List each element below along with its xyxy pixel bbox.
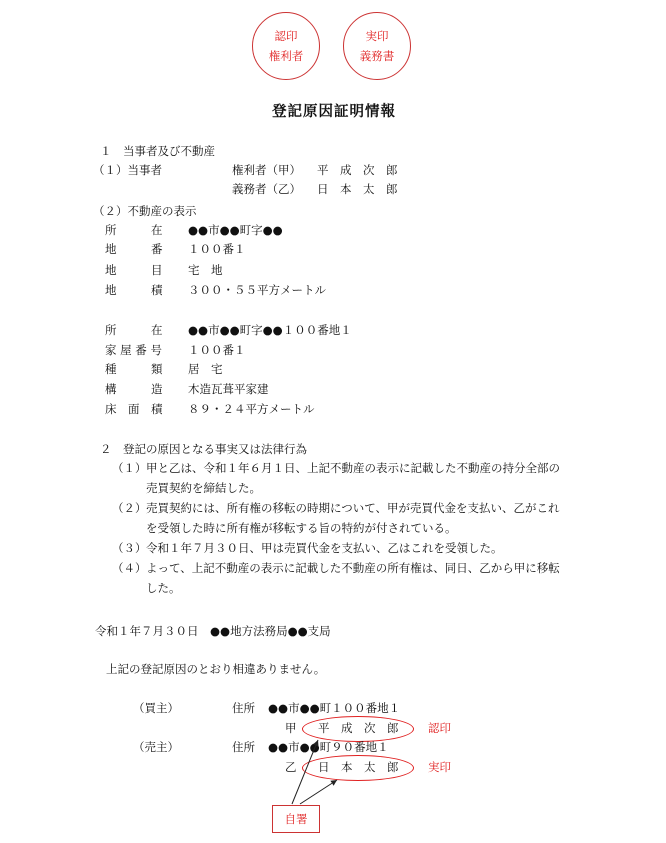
- signature-note-box: [272, 805, 320, 833]
- buyer-party: 甲: [285, 721, 297, 735]
- signature-note: 自署: [284, 812, 308, 826]
- section1-heading: １ 当事者及び不動産: [100, 144, 215, 158]
- parties-label: （１）当事者: [93, 163, 162, 177]
- seal-type: 実印: [365, 29, 389, 43]
- property-heading: （２）不動産の表示: [93, 204, 197, 218]
- building-label: 構 造: [105, 382, 163, 396]
- obligor-name: 日 本 太 郎: [317, 182, 398, 196]
- buyer-name: 平 成 次 郎: [318, 721, 399, 735]
- land-label: 所 在: [105, 223, 163, 237]
- buyer-label: （買主）: [133, 701, 179, 715]
- seller-name: 日 本 太 郎: [318, 760, 399, 774]
- item-text: した。: [146, 581, 181, 595]
- seal-role: 権利者: [268, 49, 304, 63]
- buyer-address: ●●市●●町１００番地１: [268, 701, 401, 715]
- building-label: 種 類: [105, 362, 163, 376]
- seller-address-label: 住所: [232, 740, 255, 754]
- building-value: 居 宅: [188, 362, 223, 376]
- land-value: ●●市●●町字●●: [188, 223, 283, 237]
- land-label: 地 番: [105, 242, 163, 256]
- building-label: 床 面 積: [105, 402, 163, 416]
- item-number: （１）: [112, 461, 147, 475]
- confirmation-text: 上記の登記原因のとおり相違ありません。: [106, 662, 326, 676]
- building-value: ８９・２４平方メートル: [188, 402, 315, 416]
- building-value: １００番１: [188, 343, 246, 357]
- rights-holder-name: 平 成 次 郎: [317, 163, 398, 177]
- seller-party: 乙: [285, 760, 297, 774]
- item-number: （３）: [112, 541, 147, 555]
- item-text: よって、上記不動産の表示に記載した不動産の所有権は、同日、乙から甲に移転: [146, 561, 560, 575]
- section2-heading: ２ 登記の原因となる事実又は法律行為: [100, 442, 307, 456]
- arrow-to-seller: [300, 780, 337, 804]
- item-text: 甲と乙は、令和１年６月１日、上記不動産の表示に記載した不動産の持分全部の: [146, 461, 560, 475]
- page-title: 登記原因証明情報: [272, 104, 396, 120]
- land-label: 地 積: [105, 283, 163, 297]
- item-number: （２）: [112, 501, 147, 515]
- obligor-role: 義務者（乙）: [232, 182, 301, 196]
- land-value: １００番１: [188, 242, 246, 256]
- date-line: 令和１年７月３０日 ●●地方法務局●●支局: [95, 624, 331, 638]
- building-label: 所 在: [105, 323, 163, 337]
- seller-address: ●●市●●町９０番地１: [268, 740, 389, 754]
- item-number: （４）: [112, 561, 147, 575]
- seal-type: 認印: [274, 29, 298, 43]
- item-text: 売買契約を締結した。: [146, 481, 261, 495]
- buyer-seal-label: 認印: [428, 721, 451, 735]
- building-value: ●●市●●町字●●１００番地１: [188, 323, 352, 337]
- buyer-address-label: 住所: [232, 701, 255, 715]
- building-label: 家 屋 番 号: [105, 343, 162, 357]
- item-text: 令和１年７月３０日、甲は売買代金を支払い、乙はこれを受領した。: [146, 541, 503, 555]
- seller-label: （売主）: [133, 740, 179, 754]
- land-label: 地 目: [105, 263, 163, 277]
- building-value: 木造瓦葺平家建: [188, 382, 269, 396]
- item-text: 売買契約には、所有権の移転の時期について、甲が売買代金を支払い、乙がこれ: [146, 501, 560, 515]
- rights-holder-role: 権利者（甲）: [232, 163, 301, 177]
- item-text: を受領した時に所有権が移転する旨の特約が付されている。: [146, 521, 457, 535]
- land-value: ３００・５５平方メートル: [188, 283, 326, 297]
- land-value: 宅 地: [188, 263, 223, 277]
- seller-seal-label: 実印: [428, 760, 451, 774]
- seal-role: 義務書: [359, 49, 395, 63]
